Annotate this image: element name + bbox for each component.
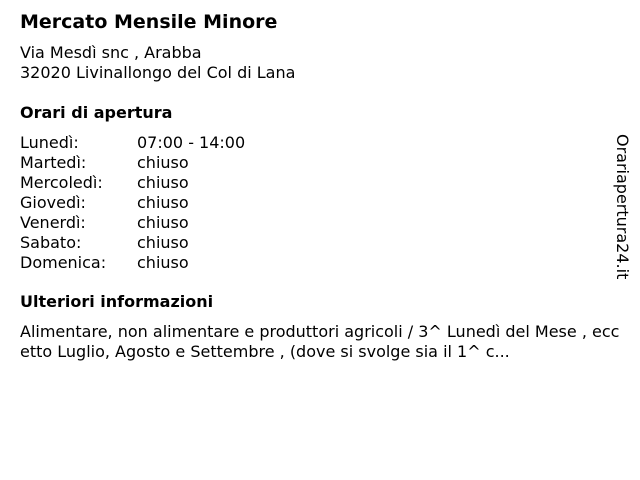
day-hours: 07:00 - 14:00: [137, 133, 246, 152]
day-label: Domenica:: [20, 253, 107, 272]
hours-row-friday: [20, 213, 610, 233]
hours-row-thursday: [20, 193, 610, 213]
day-label: Mercoledì:: [20, 173, 103, 192]
day-hours: chiuso: [137, 253, 189, 272]
day-hours: chiuso: [137, 213, 189, 232]
opening-hours-card: [20, 10, 620, 362]
day-label: Venerdì:: [20, 213, 86, 232]
day-hours: chiuso: [137, 193, 189, 212]
hours-row-saturday: [20, 233, 610, 253]
day-hours: chiuso: [137, 153, 189, 172]
site-watermark: Orariapertura24.it: [613, 134, 632, 280]
day-label: Giovedì:: [20, 193, 86, 212]
address-line-city: 32020 Livinallongo del Col di Lana: [20, 63, 296, 82]
more-info-heading: Ulteriori informazioni: [20, 292, 214, 311]
more-info-text: Alimentare, non alimentare e produttori agricoli / 3^ Lunedì del Mese , eccetto Luglio, Agosto e Settembre , (dove si svolge sia il 1^ c...: [20, 322, 620, 361]
hours-row-sunday: [20, 253, 610, 273]
hours-row-tuesday: [20, 153, 610, 173]
address-line-street: Via Mesdì snc , Arabba: [20, 43, 202, 62]
hours-row-wednesday: [20, 173, 610, 193]
day-hours: chiuso: [137, 173, 189, 192]
place-address: [20, 43, 610, 83]
day-label: Sabato:: [20, 233, 82, 252]
day-hours: chiuso: [137, 233, 189, 252]
day-label: Lunedì:: [20, 133, 79, 152]
place-name: Mercato Mensile Minore: [20, 11, 278, 33]
hours-row-monday: [20, 133, 610, 153]
opening-hours-heading: Orari di apertura: [20, 103, 173, 122]
opening-hours-table: [20, 133, 610, 273]
day-label: Martedì:: [20, 153, 87, 172]
